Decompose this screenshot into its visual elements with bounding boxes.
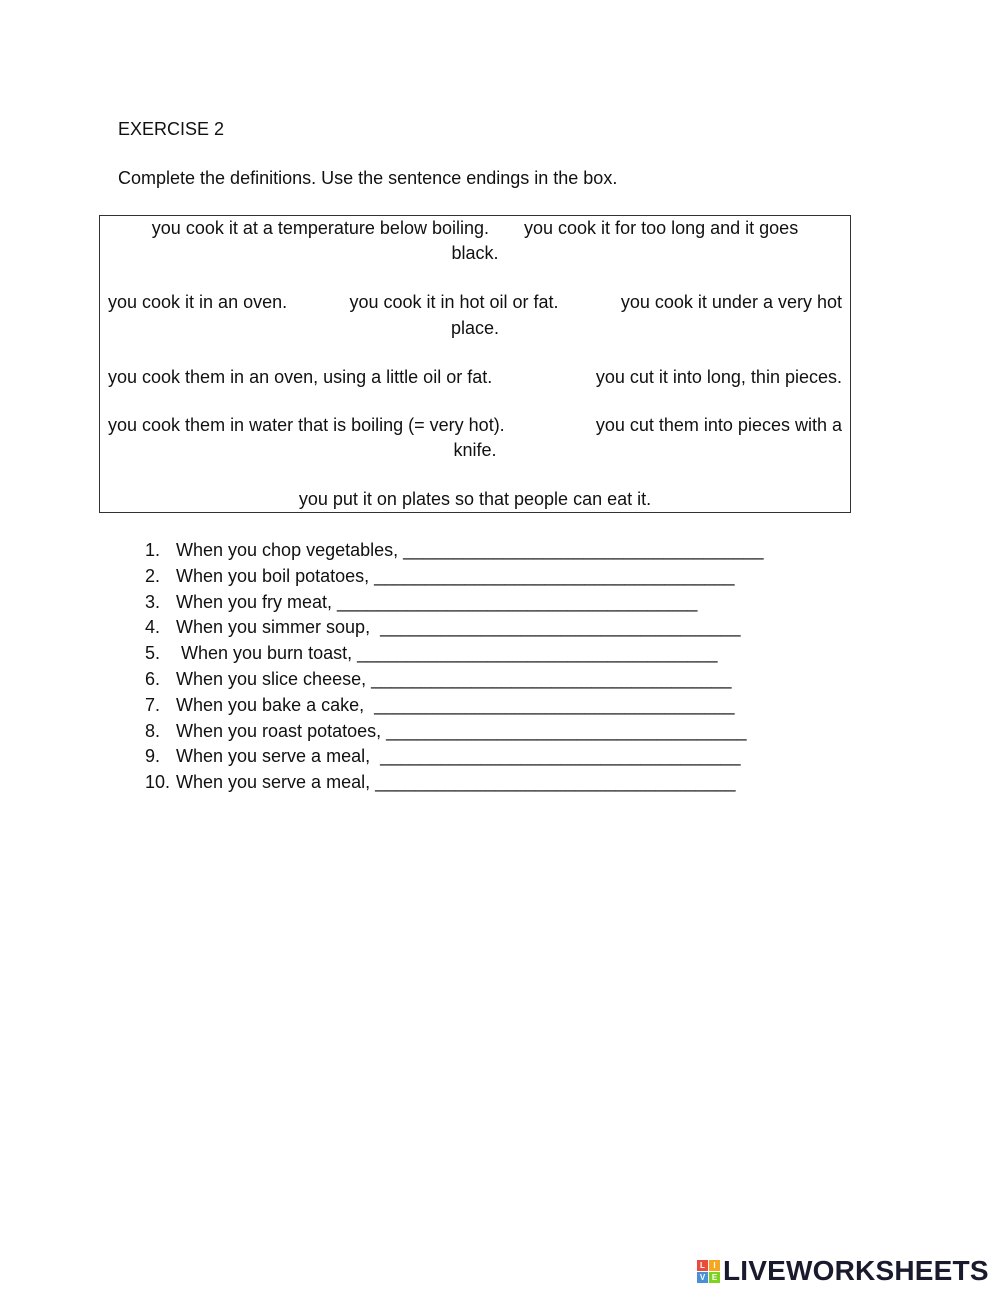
ending-bake: you cook it in an oven. xyxy=(108,292,288,312)
question-number: 7. xyxy=(145,694,161,715)
question-item[interactable] xyxy=(145,770,764,796)
question-number: 9. xyxy=(145,746,161,767)
logo-mark-icon: L I V E xyxy=(697,1260,720,1283)
question-number: 5. xyxy=(145,643,161,664)
question-number: 10. xyxy=(145,772,171,793)
question-item[interactable] xyxy=(145,538,764,564)
ending-serve: you put it on plates so that people can eat it. xyxy=(298,489,652,509)
ending-burn: you cook it for too long and it goes xyxy=(524,218,799,238)
question-text[interactable]: When you fry meat, ____________________________________ xyxy=(176,591,698,612)
question-text[interactable]: When you roast potatoes, ____________________________________ xyxy=(176,720,747,741)
question-text[interactable]: When you slice cheese, ____________________________________ xyxy=(176,668,732,689)
liveworksheets-logo xyxy=(697,1256,989,1286)
ending-fry: you cook it in hot oil or fat. xyxy=(349,292,559,312)
question-item[interactable] xyxy=(145,719,764,745)
question-number: 2. xyxy=(145,565,161,586)
ending-simmer: you cook it at a temperature below boiling. xyxy=(151,218,489,238)
question-list xyxy=(145,538,764,796)
question-item[interactable] xyxy=(145,744,764,770)
question-text[interactable]: When you chop vegetables, ____________________________________ xyxy=(176,540,764,560)
question-number: 4. xyxy=(145,617,161,638)
question-text[interactable]: When you serve a meal, ____________________________________ xyxy=(176,772,736,793)
box-line-7: knife. xyxy=(453,440,497,460)
logo-text: LIVEWORKSHEETS xyxy=(723,1255,989,1286)
question-text[interactable]: When you bake a cake, ____________________________________ xyxy=(176,694,735,715)
question-text[interactable]: When you burn toast, ____________________________________ xyxy=(176,643,718,664)
question-item[interactable] xyxy=(145,667,764,693)
box-line-2: black. xyxy=(451,243,499,263)
question-text[interactable]: When you simmer soup, ____________________________________ xyxy=(176,617,741,638)
instructions: Complete the definitions. Use the sentence endings in the box. xyxy=(118,168,618,188)
box-line-6 xyxy=(100,415,850,436)
question-number: 6. xyxy=(145,668,161,689)
box-line-3 xyxy=(100,292,850,313)
question-item[interactable] xyxy=(145,693,764,719)
exercise-heading: EXERCISE 2 xyxy=(118,119,225,139)
box-line-4: place. xyxy=(450,318,500,338)
box-line-5 xyxy=(100,367,850,388)
question-item[interactable] xyxy=(145,615,764,641)
ending-boil: you cook them in water that is boiling (= very hot). xyxy=(108,415,505,435)
box-line-1 xyxy=(100,218,850,239)
question-item[interactable] xyxy=(145,564,764,590)
ending-grill: you cook it under a very hot xyxy=(620,292,842,312)
question-item[interactable] xyxy=(145,590,764,616)
question-number: 8. xyxy=(145,720,161,741)
question-item[interactable] xyxy=(145,641,764,667)
ending-roast: you cook them in an oven, using a little oil or fat. xyxy=(108,367,493,387)
question-number: 1. xyxy=(145,540,161,560)
ending-slice: you cut it into long, thin pieces. xyxy=(595,367,842,387)
question-text[interactable]: When you boil potatoes, ____________________________________ xyxy=(176,565,735,586)
sentence-endings-box xyxy=(99,215,851,513)
ending-chop: you cut them into pieces with a xyxy=(595,415,842,435)
question-text[interactable]: When you serve a meal, ____________________________________ xyxy=(176,746,741,767)
question-number: 3. xyxy=(145,591,161,612)
